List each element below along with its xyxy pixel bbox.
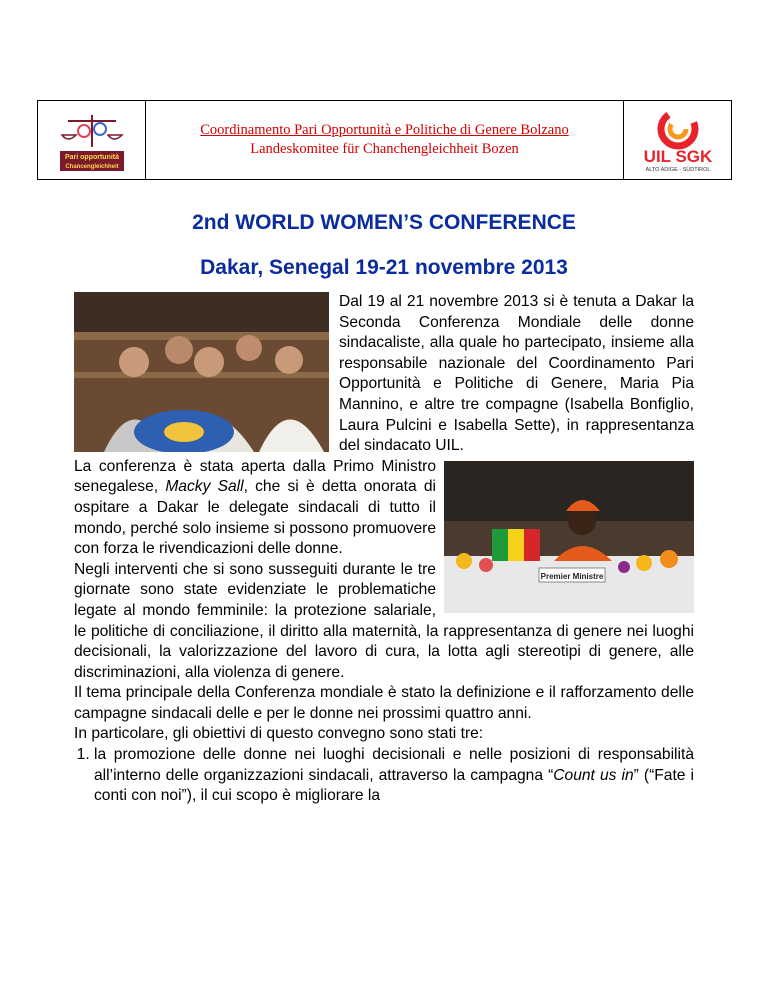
page-title: 2nd WORLD WOMEN’S CONFERENCE [192, 211, 576, 234]
uil-sgk-logo [623, 101, 731, 179]
header-line1: Coordinamento Pari Opportunità e Politiche di Genere Bolzano [200, 122, 569, 138]
prime-minister-name: Macky Sall [165, 478, 244, 496]
premier-ministre-sign: Premier Ministre [540, 571, 604, 581]
scales-logo-icon [54, 107, 130, 173]
paragraph-4: Il tema principale della Conferenza mondiale è stato la definizione e il rafforzamento delle campagne sindacali delle e per le donne nei prossimi quattro anni. [74, 684, 694, 722]
article-body [74, 292, 694, 807]
list-item: 1. la promozione delle donne nei luoghi decisionali e nelle posizioni di responsabilità all’interno delle organizzazioni sindacali, attraverso la campagna “Count us in” (“Fate i conti con noi”), il cui scopo è migliorare la [94, 745, 694, 807]
paragraph-2: La conferenza è stata aperta dalla Primo Ministro senegalese, Macky Sall, che si è detta onorata di ospitare a Dakar le delegate sindacali di tutto il mondo, perché solo insieme si possono promuovere con forza le rivendicazioni delle donne. [74, 457, 436, 558]
page-subtitle: Dakar, Senegal 19-21 novembre 2013 [200, 256, 568, 279]
logo-text-line2: Chancengleichheit [64, 164, 119, 170]
delegates-group-photo [74, 292, 329, 452]
header-line2: Landeskomitee für Chanchengleichheit Bozen [250, 141, 519, 157]
pari-opportunita-logo [38, 101, 146, 179]
logo-text-line1: Pari opportunità [64, 154, 119, 161]
uil-sub-text: ALTO ADIGE - SÜDTIROL [645, 167, 710, 173]
uil-sgk-text: UIL SGK [643, 147, 712, 166]
header-box [37, 100, 732, 180]
prime-minister-photo [444, 461, 694, 613]
objectives-list [74, 745, 694, 807]
header-title [146, 101, 623, 179]
paragraph-5: In particolare, gli obiettivi di questo convegno sono stati tre: [74, 725, 484, 743]
paragraph-1: Dal 19 al 21 novembre 2013 si è tenuta a Dakar la Seconda Conferenza Mondiale delle donne sindacaliste, alla quale ho partecipato, insieme alla responsabile nazionale del Coordinamento Pari Opportunità e Politiche di Genere, Maria Pia Mannino, e altre tre compagne (Isabella Bonfiglio, Laura Pulcini e Isabella Sette), in rappresentanza del sindacato UIL. [339, 293, 694, 455]
uil-swirl-logo-icon [632, 107, 724, 173]
paragraph-3: Negli interventi che si sono susseguiti durante le tre giornate sono state evidenziate le problematiche legate al mondo femminile: la protezione salariale, le politiche di conciliazione, il diritto alla maternità, la rappresentanza di genere nei luoghi decisionali, la valorizzazione del lavoro di cura, la lotta agli stereotipi di genere, alle discriminazioni, alla violenza di genere. [74, 560, 694, 681]
